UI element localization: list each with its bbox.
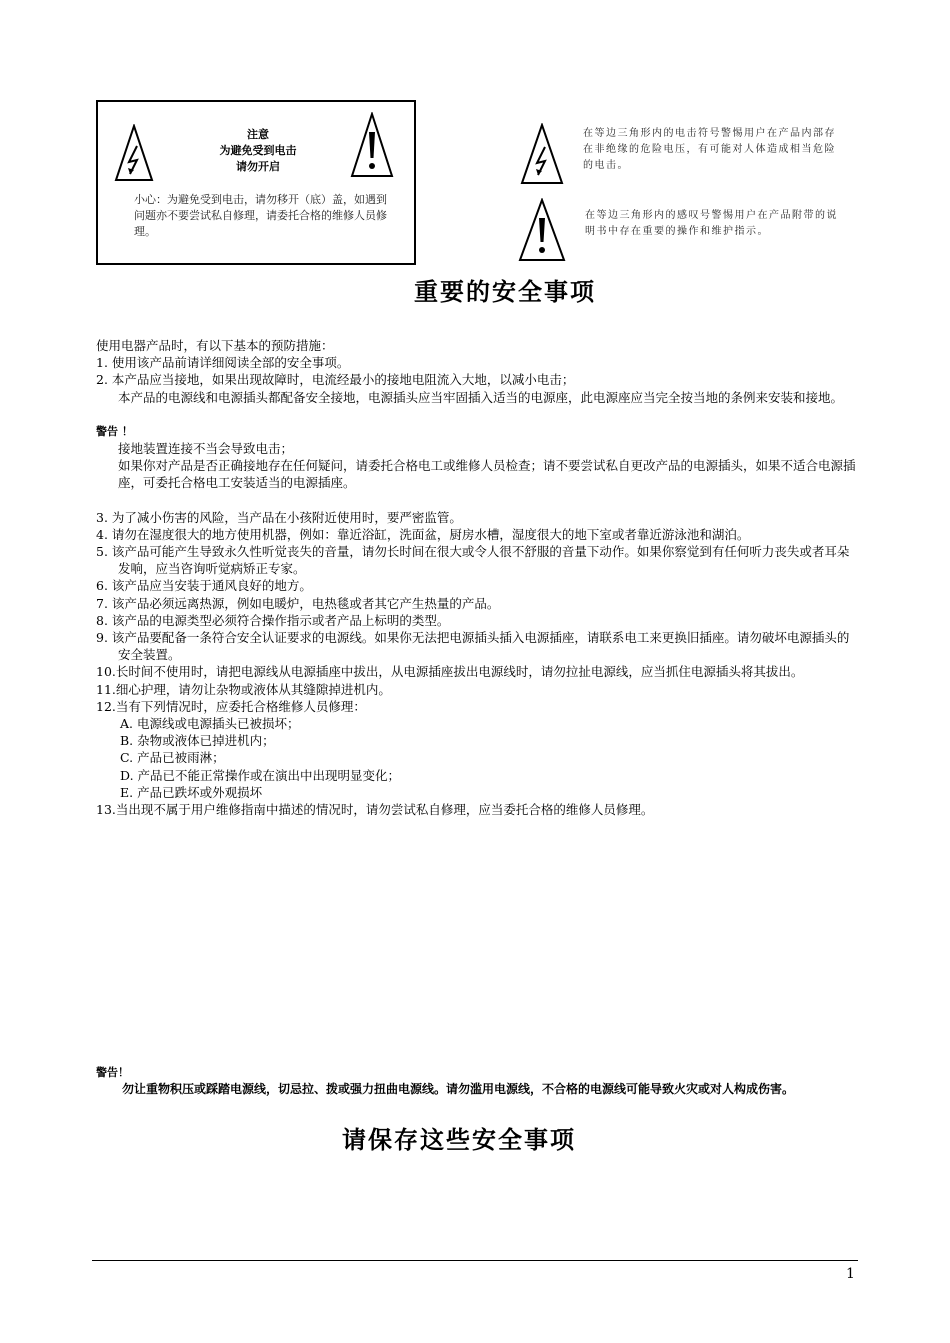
lightning-warning-icon	[114, 124, 154, 182]
exclamation-symbol-icon	[518, 198, 566, 262]
list-item: 1. 使用该产品前请详细阅读全部的安全事项。	[96, 355, 350, 371]
intro-text: 使用电器产品时，有以下基本的预防措施：	[96, 338, 334, 353]
sub-item: B. 杂物或液体已掉进机内；	[120, 733, 275, 749]
exclamation-warning-icon	[350, 112, 394, 178]
caution-box	[96, 100, 416, 265]
list-item: 10.长时间不使用时，请把电源线从电源插座中拔出，从电源插座拔出电源线时，请勿拉扯电源线，应当抓住电源插头将其拔出。	[96, 664, 804, 680]
list-item: 6. 该产品应当安装于通风良好的地方。	[96, 578, 312, 594]
sub-item: C. 产品已被雨淋；	[120, 750, 225, 766]
list-item: 13.当出现不属于用户维修指南中描述的情况时，请勿尝试私自修理，应当委托合格的维修人员修理。	[96, 802, 654, 818]
list-item: 3. 为了减小伤害的风险，当产品在小孩附近使用时，要严密监管。	[96, 509, 462, 525]
sub-item: A. 电源线或电源插头已被损坏；	[120, 716, 300, 732]
lightning-symbol-icon	[520, 123, 564, 185]
warning-text: 勿让重物积压或踩踏电源线，切忌拉、拨或强力扭曲电源线。请勿滥用电源线，不合格的电源线可能导致火灾或对人构成伤害。	[122, 1082, 795, 1097]
sub-item: D. 产品已不能正常操作或在演出中出现明显变化；	[120, 767, 401, 783]
exclamation-symbol-text: 在等边三角形内的感叹号警惕用户在产品附带的说明书中存在重要的操作和维护指示。	[585, 210, 838, 237]
list-item: 5. 该产品可能产生导致永久性听觉丧失的音量，请勿长时间在很大或令人很不舒服的音量下动作。如果你察觉到有任何听力丧失或者耳朵发响，应当咨询听觉病矫正专家。	[96, 544, 850, 577]
list-item: 9. 该产品要配备一条符合安全认证要求的电源线。如果你无法把电源插头插入电源插座，请联系电工来更换旧插座。请勿破坏电源插头的安全装置。	[96, 630, 850, 663]
warning-heading: 警告！	[96, 1066, 129, 1079]
lightning-symbol-text: 在等边三角形内的电击符号警惕用户在产品内部存在非绝缘的危险电压，有可能对人体造成相当危险的电击。	[583, 128, 836, 171]
warning-text: 如果你对产品是否正确接地存在任何疑问，请委托合格电工或维修人员检查；请不要尝试私自更改产品的电源插头，如果不适合电源插座，可委托合格电工安装适当的电源插座。	[118, 458, 856, 491]
caution-text: 小心：为避免受到电击，请勿移开（底）盖，如遇到问题亦不要尝试私自修理，请委托合格的维修人员修理。	[134, 193, 387, 238]
safety-instructions	[96, 337, 861, 818]
power-cord-warning	[96, 1064, 861, 1098]
warning-heading: 警告 ！	[96, 424, 133, 438]
sub-item: E. 产品已跌坏或外观损坏	[120, 784, 263, 800]
page-title: 重要的安全事项	[414, 278, 596, 306]
list-item-continuation: 本产品的电源线和电源插头都配备安全接地，电源插头应当牢固插入适当的电源座，此电源座应当完全按当地的条例来安装和接地。	[118, 389, 844, 405]
list-item: 12.当有下列情况时，应委托合格维修人员修理：	[96, 698, 366, 714]
warning-text: 接地装置连接不当会导致电击；	[118, 441, 294, 457]
page-number: 1	[846, 1266, 855, 1282]
footer-divider	[92, 1260, 858, 1261]
list-item: 4. 请勿在湿度很大的地方使用机器，例如：靠近浴缸，洗面盆，厨房水槽，湿度很大的地下室或者靠近游泳池和湖泊。	[96, 526, 750, 542]
list-item: 7. 该产品必须远离热源，例如电暖炉，电热毯或者其它产生热量的产品。	[96, 595, 500, 611]
list-item: 2. 本产品应当接地，如果出现故障时，电流经最小的接地电阻流入大地，以减小电击；	[96, 372, 575, 388]
footer-title: 请保存这些安全事项	[342, 1126, 576, 1154]
list-item: 11.细心护理，请勿让杂物或液体从其缝隙掉进机内。	[96, 681, 391, 697]
caution-heading: 注意 为避免受到电击 请勿开启	[219, 128, 297, 173]
list-item: 8. 该产品的电源类型必须符合操作指示或者产品上标明的类型。	[96, 612, 450, 628]
